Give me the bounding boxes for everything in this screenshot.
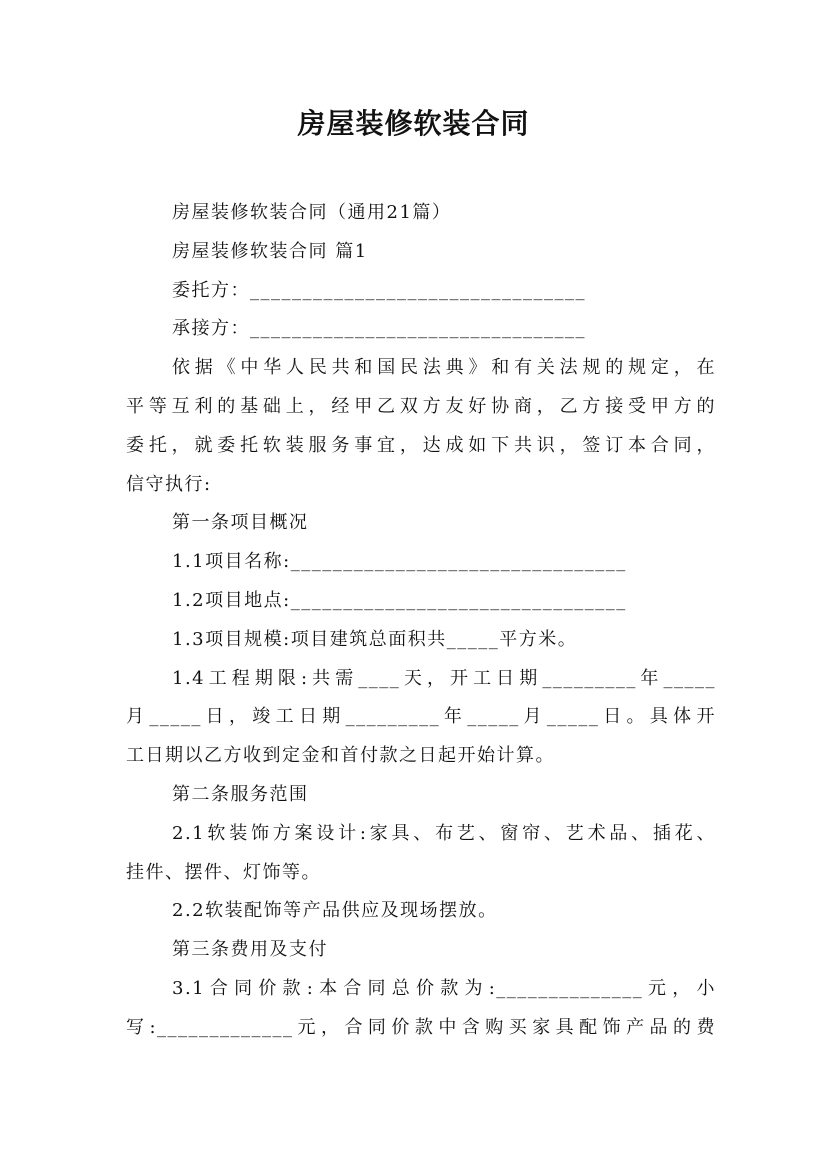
doc-line: 信守执行:: [126, 473, 212, 495]
doc-line: 承接方：________________________________: [172, 318, 586, 340]
doc-line: 2.1软装饰方案设计:家具、布艺、窗帘、艺术品、插花、: [172, 822, 716, 844]
doc-line: 挂件、摆件、灯饰等。: [126, 861, 321, 883]
doc-line: 工日期以乙方收到定金和首付款之日起开始计算。: [126, 745, 555, 767]
document-title: 房屋装修软装合同: [297, 107, 530, 140]
doc-line: 1.2项目地点:________________________________: [172, 589, 627, 611]
doc-line: 2.2软装配饰等产品供应及现场摆放。: [172, 900, 498, 922]
doc-line: 3.1合同价款:本合同总价款为:______________元，小: [172, 977, 716, 999]
doc-line: 依据《中华人民共和国民法典》和有关法规的规定，在: [172, 357, 716, 379]
doc-line: 第三条费用及支付: [172, 939, 328, 961]
doc-line: 委托方：________________________________: [172, 279, 586, 301]
doc-line: 1.3项目规模:项目建筑总面积共_____平方米。: [172, 628, 578, 650]
doc-line: 委托，就委托软装服务事宜，达成如下共识，签订本合同，: [126, 434, 716, 456]
doc-line: 写:_____________元，合同价款中含购买家具配饰产品的费: [126, 1016, 716, 1038]
doc-line: 房屋装修软装合同（通用21篇）: [172, 202, 452, 223]
document-body: [126, 194, 716, 1048]
doc-line: 房屋装修软装合同 篇1: [172, 240, 368, 262]
doc-line: 1.1项目名称:________________________________: [172, 551, 627, 573]
doc-line: 平等互利的基础上，经甲乙双方友好协商，乙方接受甲方的: [126, 395, 716, 417]
doc-line: 第二条服务范围: [172, 783, 309, 805]
doc-line: 1.4工程期限:共需____天，开工日期_________年_____: [172, 667, 716, 689]
doc-line: 月_____日，竣工日期_________年_____月_____日。具体开: [126, 706, 716, 728]
doc-line: 第一条项目概况: [172, 512, 309, 534]
